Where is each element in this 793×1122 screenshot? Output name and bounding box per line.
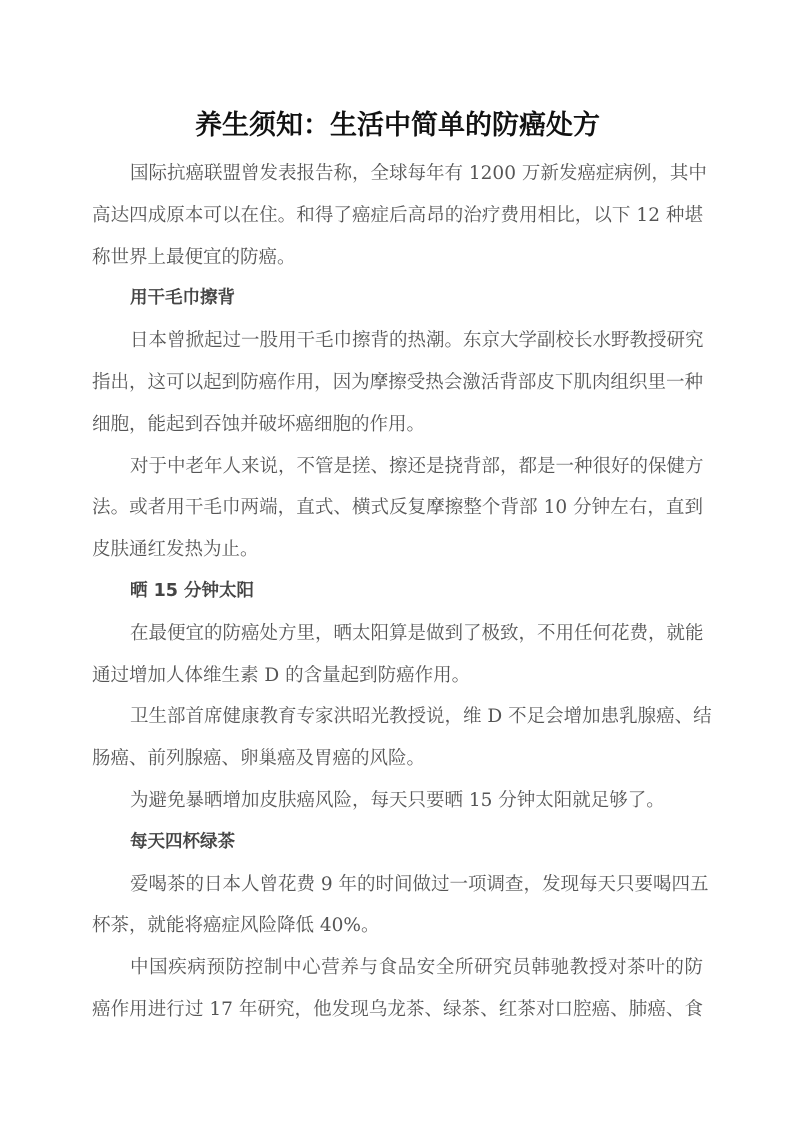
paragraph-line: 皮肤通红发热为止。 [92, 539, 259, 561]
paragraph [92, 947, 703, 1031]
paragraph-line: 癌作用进行过 17 年研究，他发现乌龙茶、绿茶、红茶对口腔癌、肺癌、食 [92, 998, 703, 1020]
paragraph [92, 153, 707, 278]
paragraph [92, 446, 703, 571]
paragraph-line: 为避免暴晒增加皮肤癌风险，每天只要晒 15 分钟太阳就足够了。 [130, 789, 665, 811]
paragraph [92, 613, 703, 697]
paragraph-line: 肠癌、前列腺癌、卵巢癌及胃癌的风险。 [92, 748, 426, 770]
section-heading: 每天四杯绿茶 [130, 831, 235, 852]
paragraph [92, 864, 709, 948]
paragraph-line: 细胞，能起到吞蚀并破坏癌细胞的作用。 [92, 413, 426, 435]
paragraph-line: 指出，这可以起到防癌作用，因为摩擦受热会激活背部皮下肌肉组织里一种 [92, 371, 703, 393]
document-body [92, 153, 712, 1031]
paragraph-line: 在最便宜的防癌处方里，晒太阳算是做到了极致，不用任何花费，就能 [130, 622, 704, 644]
paragraph [92, 320, 703, 445]
paragraph-line: 国际抗癌联盟曾发表报告称，全球每年有 1200 万新发癌症病例，其中 [130, 163, 707, 184]
paragraph-line: 高达四成原本可以在住。和得了癌症后高昂的治疗费用相比，以下 12 种堪 [92, 204, 703, 226]
paragraph-line: 通过增加人体维生素 D 的含量起到防癌作用。 [92, 664, 471, 686]
section-heading: 用干毛巾擦背 [130, 288, 235, 309]
paragraph-line: 爱喝茶的日本人曾花费 9 年的时间做过一项调查，发现每天只要喝四五 [130, 873, 709, 895]
paragraph-line: 日本曾掀起过一股用干毛巾擦背的热潮。东京大学副校长水野教授研究 [130, 330, 704, 352]
paragraph-line: 法。或者用干毛巾两端，直式、横式反复摩擦整个背部 10 分钟左右，直到 [92, 497, 703, 519]
paragraph-line: 称世界上最便宜的防癌。 [92, 246, 296, 268]
paragraph-line: 杯茶，就能将癌症风险降低 40%。 [92, 915, 380, 937]
paragraph [92, 780, 703, 822]
paragraph [92, 696, 712, 780]
paragraph-line: 中国疾病预防控制中心营养与食品安全所研究员韩驰教授对茶叶的防 [130, 957, 703, 979]
paragraph-line: 卫生部首席健康教育专家洪昭光教授说，维 D 不足会增加患乳腺癌、结 [130, 706, 712, 728]
section-heading: 晒 15 分钟太阳 [130, 580, 255, 601]
paragraph-line: 对于中老年人来说，不管是搓、擦还是挠背部，都是一种很好的保健方 [130, 455, 704, 477]
document-title: 养生须知：生活中简单的防癌处方 [195, 110, 600, 141]
